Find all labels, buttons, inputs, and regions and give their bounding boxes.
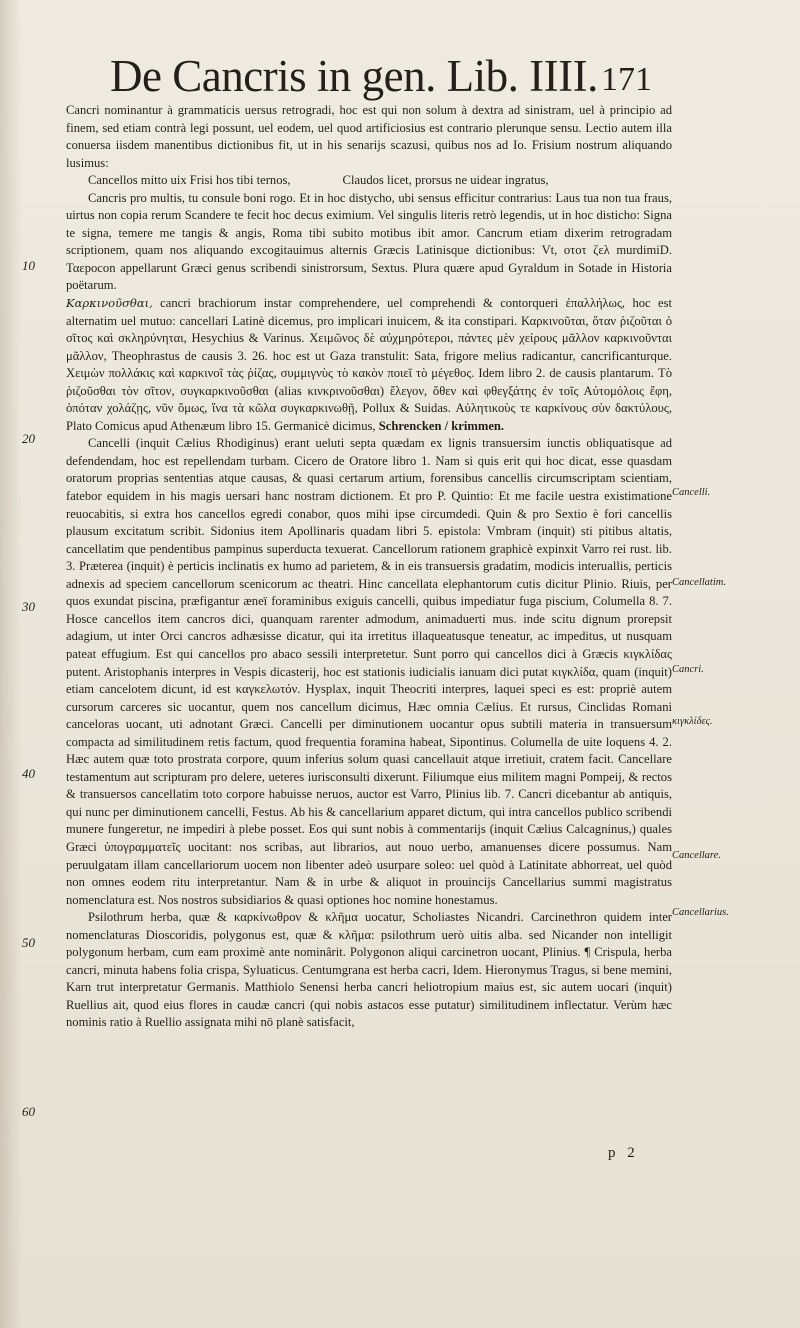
verse-half: Cancris pro multis, tu consule boni rogo. [88, 190, 296, 205]
margin-note: κιγκλίδες. [672, 716, 713, 727]
paragraph [66, 295, 672, 435]
line-number: 30 [22, 599, 35, 614]
page-header [0, 46, 800, 106]
verse-line [66, 172, 672, 190]
margin-note: Cancellarius. [672, 907, 729, 918]
paragraph: Cancelli (inquit Cælius Rhodiginus) erant ueluti septa quædam ex lignis transuersim iunctis obliquatisque ad defendendam, hoc est repellendam turbam. Cicero de Oratore libro 1. Nam si quis erit qui hoc dicat, esse quasdam oratorum proprias sententias atque causas, & quasi certarum artium, forensibus cancellis circumscriptam scientiam, fatebor equidem in his magis uersari hanc nostram dictionem. Et pro P. Quintio: Et me facile uestra existimatione reuocabitis, si extra hos cancellos egredi conabor, quos mihi ipse circumdedi. Quin & pro Sextio è fori cancellis plausum excitatum scribit. Sidonius item Apollinaris quadam libri 5. epistola: Vmbram (inquit) sti pitibus altatis, cancellatim que pendentibus pampinus superducta texuerat. Cancellorum rationem graphicè expinxit Varro rei rust. lib. 3. Præterea (inquit) è perticis inclinatis ex humo ad parietem, & in eis transuersis gradatim, modicis interuallis, perticis adnexis ad speciem cancellorum scenicorum ac theatri. Hinc cancellata elephantorum cutis dicitur Plinio. Riuis, per quos exundat piscina, præfigantur æneï foraminibus exiguis cancelli, quibus impediatur fuga piscium, Columella 8. 7. Hosce cancellos item cancros dici, quanquam rarenter admodum, animaduerti mus. inde scitu dignum prorepsit adagium, ut inter Orci cancros adhæsisse dicatur, qui ita irretitus illaqueatusque teneatur, ac impeditus, ut nusquam pateat effugium. Est qui cancellos pro abaco sessili interpretetur. Sunt porro qui cancellos dici à Græcis κιγκλίδας putent. Aristophanis interpres in Vespis dicasterij, hoc est stationis iudicialis ianuam dici putat κιγκλίδα, quam (inquit) etiam cancelotem dicunt, id est καγκελωτόν. Hysplax, inquit Theocriti interpres, laquei speci es est: propriè autem cursorum carceres sic uocantur, quem nos cancellum dicimus, Hæc omnia Cælius. Et rursus, Cinclidas Romani canceloras uocant, uti adnotant Græci. Cancelli per diminutionem uocantur opus subtili materia in transuersum compacta ad similitudinem retis factum, quod frequentia foramina habeat, Sipontinus. Columella de uite loquens 4. 2. Hæc autem quæ toto prostrata corpore, quum inferius solum quasi cancellauit atque irretiuit, cratem facit. Cancellare testamentum aut scripturam pro delere, ueteres iurisconsulti dixerunt. Filiumque eius militem magni Pompeij, & rectos & transuersos cancellatim toto corpore habuisse neruos, auctor est Varro, Plinius lib. 7. Cancri dicebantur ab antiquis, qui nunc per diminutionem cancelli, Festus. Ab his & cancellarium apparet dictum, qui intra cancellos publico scribendi munere fungeretur, ne impediri à plebe posset. Eos qui sunt nobis à commentarijs (inquit Cælius Calcagninus,) quales Græci ὑπογραμματεῖς uocitant: nos scribas, aut librarios, aut nouo uerbo, amanuenses dicere possumus. Nam peruulgatam illam cancellariorum uocem non libenter adeò usurpare soleo: uel quòd à Latinitate abhorreat, uel quòd non omnes eodem ritu interpretantur. Nam & in urbe & aliquot in prouincijs Cancellarius summi magistratus nomenclatura est. Nos nostros subsidiarios & quasi optiones hoc nomine honestamus. [66, 436, 672, 907]
paragraph-continuation: Et in hoc distycho, ubi sensus efficitur contrarius: Laus tua non tua fraus, uirtus non copia rerum Scandere te fecit hoc decus eximium. Vel singulis literis retrò legendis, ut in hoc disticho: Signa te signa, temere me tangis & angis, Roma tibi subito motibus ibit amor. Cancrum etiam dixerim retrogradam scriptionem, quam nos aliquando excogitauimus alternis Græcis Latinisque dictionibus: Vt, οτοτ ζελ murdimiD. Ταεpocon appellarunt Græci genus scribendi sinistrorsum, Sextus. Plura quære apud Gyraldum in Sotade in Historia poëtarum. [66, 190, 672, 293]
greek-headword: Καρκινοῦσθαι, [66, 296, 153, 311]
signature-mark: p 2 [608, 1145, 639, 1161]
line-number: 10 [22, 258, 35, 273]
line-number: 20 [22, 431, 35, 446]
margin-note: Cancri. [672, 664, 704, 675]
margin-note: Cancellare. [672, 850, 721, 861]
paragraph-body: cancri brachiorum instar comprehendere, uel comprehendi & contorqueri ἐπαλλήλως, hoc est alternatim uel mutuo: cancellari Latinè dicemus, pro implicari inuicem, & ita constipari. Καρκινοῦται, ὅταν ῥιζοῦται ὁ σῖτος καὶ σκληρύνηται, Hesychius & Varinus. Χειμῶνος δὲ αὐχμηρότεροι, πάντες μὲν χείρους μᾶλλον καρκινοῦνται μᾶλλον, Theophrastus de causis 3. 26. hoc est ut Gaza transtulit: Sata, frigore melius radicantur, cancrificanturque. Χειμὼν πολλάκις καὶ καρκινοῖ τὰς ῥίζας, συμμιγνὺς τὸ κακὸν ποιεῖ τὸ μέγεθος. Idem libro 2. de causis plantarum. Τὸ ῥιζοῦσθαι τὸν σῖτον, συγκαρκινοῦσθαι (alias κινκρινοῦσθαι) ἔλεγον, ὅθεν καὶ φθεγξάτης ἐν τοῖς Αὐτομόλοις ἔφη, ὁπόταν χολάζῃς, νῦν ὅμως, ἵνα τὰ κῶλα συγκαρκινωθῇ, Pollux & Suidas. Αὐλητικοὺς τε καρκίνους σὺν δακτύλους, Plato Comicus apud Athenæum libro 15. Germanicè dicimus, [66, 296, 672, 433]
verse-half: Cancellos mitto uix Frisi hos tibi ternos, [88, 173, 291, 188]
paragraph [66, 190, 672, 295]
margin-note: Cancellatim. [672, 577, 726, 588]
paragraph: Cancri nominantur à grammaticis uersus retrogradi, hoc est qui non solum à dextra ad sinistram, uel à principio ad finem, sed etiam contrà legi possunt, uel eodem, uel quod artificiosius est contrario plerunque sensu. Lectio autem illa conuersa iisdem manentibus dictionibus fit, ut in his senarijs scazusi, quibus nos ad Io. Frisium nostrum aliquando lusimus: [66, 103, 672, 170]
line-number: 60 [22, 1104, 35, 1119]
main-text-column [66, 102, 672, 1032]
blackletter-phrase: Schrencken / krimmen. [378, 418, 505, 433]
verse-half: Claudos licet, prorsus ne uidear ingratus, [342, 173, 549, 188]
folio-number: 171 [601, 61, 652, 98]
line-number: 40 [22, 766, 35, 781]
margin-note: Cancelli. [672, 487, 711, 498]
line-number: 50 [22, 935, 35, 950]
paragraph: Psilothrum herba, quæ & καρκίνωθρον & κλῆμα uocatur, Scholiastes Nicandri. Carcinethron quidem inter nomenclaturas Dioscoridis, polygonus est, quæ & κλῆμα: psilothrum uerò uitis alba. sed Nicander non intelligit polygonum herbam, cum eam proximè ante nominârit. Polygonon aliqui carcinetron uocant, Plinius. ¶ Crispula, herba cancri, minuta habens folia crispa, Syluaticus. Centumgrana est herba cacri, Idem. Hieronymus Tragus, si bene memini, Karn trut interpretatur Germanis. Matthiolo Senensi herba cancri heliotropium maius est, sic autem uocari (inquit) Ruellius ait, quod eius flores in caudæ cancri (qui nobis astacos esse putatur) similitudinem inflectatur. Verùm hæc nominis ratio à Ruellio assignata mihi nō planè satisfacit, [66, 910, 672, 1030]
running-title: De Cancris in gen. Lib. IIII. [110, 51, 598, 101]
